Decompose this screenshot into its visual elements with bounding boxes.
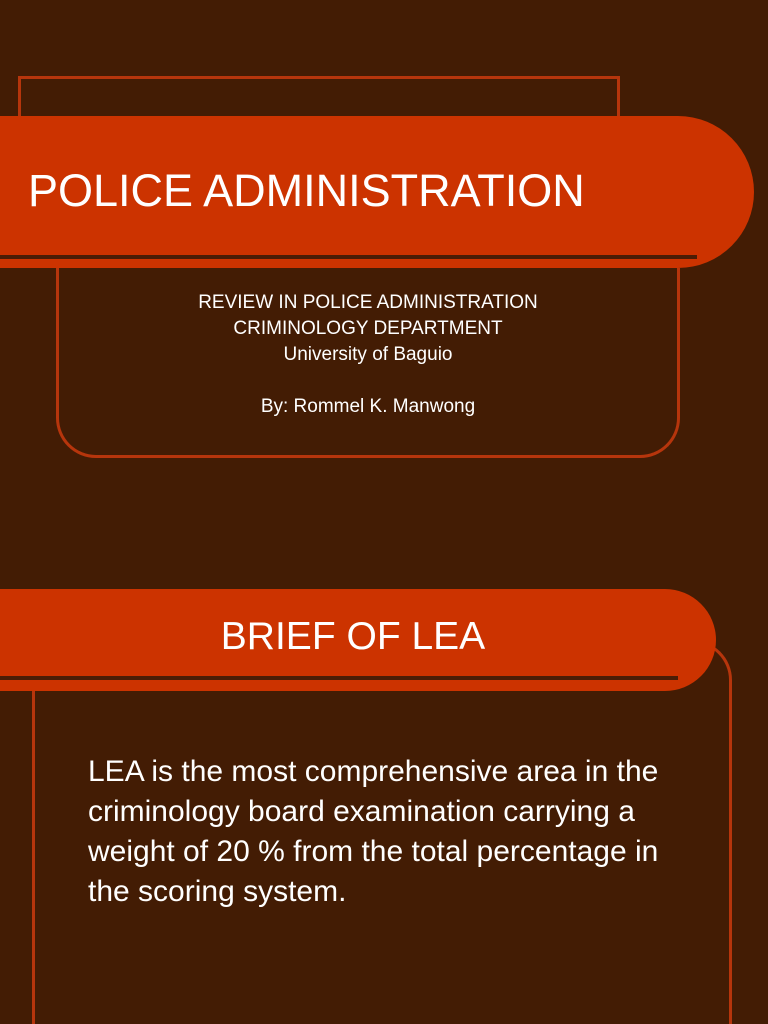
slide-subtitle <box>60 290 676 420</box>
subtitle-line-department: CRIMINOLOGY DEPARTMENT <box>233 318 503 339</box>
slide-title-heading: POLICE ADMINISTRATION <box>28 165 585 216</box>
subtitle-line-course: REVIEW IN POLICE ADMINISTRATION <box>198 292 538 313</box>
subtitle-author: By: Rommel K. Manwong <box>260 396 476 417</box>
subtitle-line-university: University of Baguio <box>283 344 453 365</box>
content-slide-heading: BRIEF OF LEA <box>220 615 486 658</box>
content-banner-underline <box>0 676 678 680</box>
subtitle-spacer <box>60 368 676 394</box>
title-banner-underline <box>0 255 697 259</box>
content-slide-body: LEA is the most comprehensive area in the criminology board examination carrying a weight of 20 % from the total percentage in the scoring system. <box>88 755 659 908</box>
